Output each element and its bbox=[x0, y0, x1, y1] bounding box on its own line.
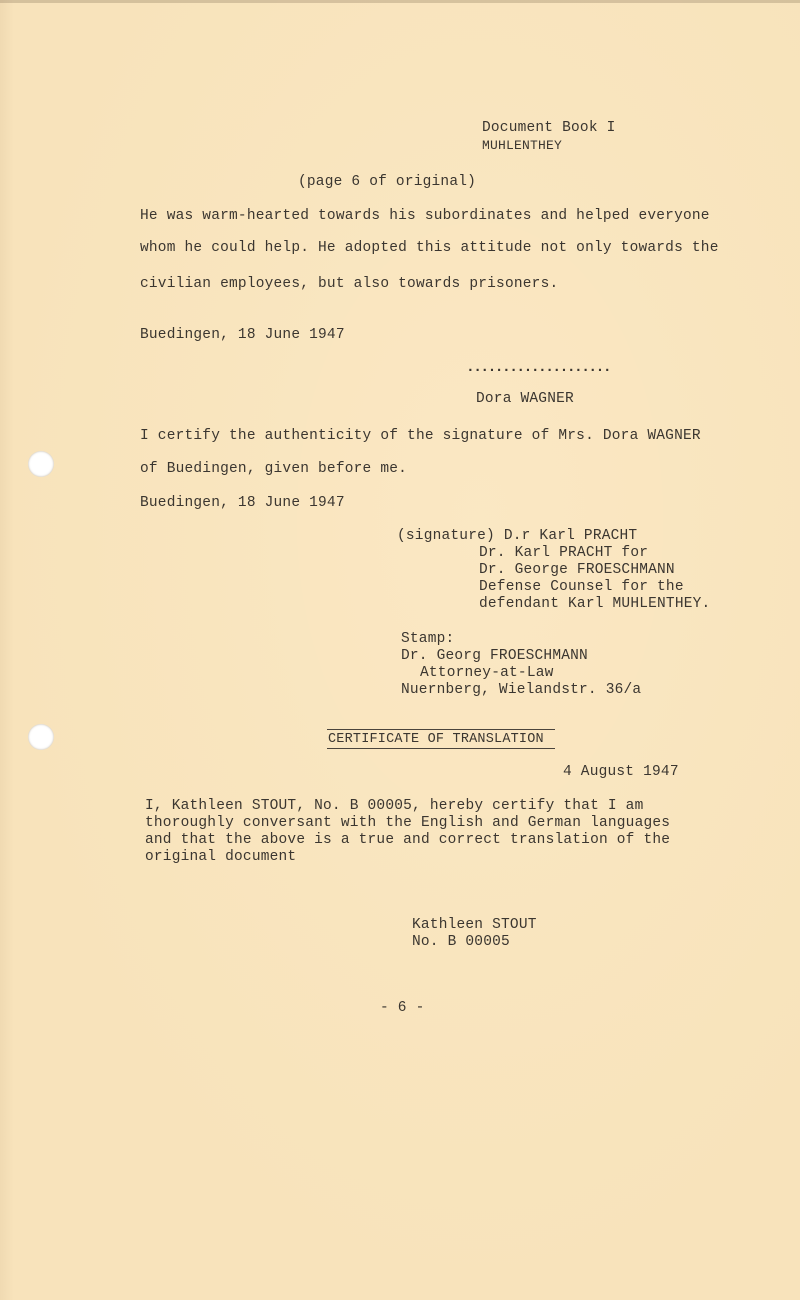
signature-line-2: Dr. Karl PRACHT for bbox=[479, 545, 649, 561]
signature-line-1: (signature) D.r Karl PRACHT bbox=[397, 528, 638, 544]
body-line-2: whom he could help. He adopted this attitude not only towards the bbox=[140, 240, 719, 256]
page-of-original-note: (page 6 of original) bbox=[298, 174, 477, 190]
translator-number: No. B 00005 bbox=[412, 934, 510, 950]
punch-hole-upper bbox=[28, 451, 54, 477]
signer-name: Dora WAGNER bbox=[476, 391, 574, 407]
certificate-line-4: original document bbox=[145, 849, 297, 865]
certify-line-2: of Buedingen, given before me. bbox=[140, 461, 408, 477]
signature-line-4: Defense Counsel for the bbox=[479, 579, 684, 595]
certificate-line-1: I, Kathleen STOUT, No. B 00005, hereby certify that I am bbox=[145, 798, 644, 814]
signature-dotted-line: .................... bbox=[466, 360, 611, 376]
punch-hole-lower bbox=[28, 724, 54, 750]
certificate-line-2: thoroughly conversant with the English and German languages bbox=[145, 815, 671, 831]
stamp-line-3: Nuernberg, Wielandstr. 36/a bbox=[401, 682, 642, 698]
body-line-1: He was warm-hearted towards his subordinates and helped everyone bbox=[140, 208, 710, 224]
certificate-title-underline bbox=[327, 748, 555, 749]
place-date-second: Buedingen, 18 June 1947 bbox=[140, 495, 345, 511]
certify-line-1: I certify the authenticity of the signature of Mrs. Dora WAGNER bbox=[140, 428, 701, 444]
body-line-3: civilian employees, but also towards prisoners. bbox=[140, 276, 559, 292]
stamp-label: Stamp: bbox=[401, 631, 455, 647]
certificate-date: 4 August 1947 bbox=[563, 764, 679, 780]
stamp-line-2: Attorney-at-Law bbox=[420, 665, 554, 681]
certificate-line-3: and that the above is a true and correct translation of the bbox=[145, 832, 671, 848]
stamp-line-1: Dr. Georg FROESCHMANN bbox=[401, 648, 588, 664]
translator-name: Kathleen STOUT bbox=[412, 917, 537, 933]
certificate-title-overline bbox=[327, 729, 555, 730]
signature-line-5: defendant Karl MUHLENTHEY. bbox=[479, 596, 711, 612]
paper-top-edge bbox=[0, 0, 800, 3]
document-book-name: MUHLENTHEY bbox=[482, 138, 563, 153]
page-number: - 6 - bbox=[380, 1000, 425, 1016]
place-date-first: Buedingen, 18 June 1947 bbox=[140, 327, 345, 343]
certificate-title: CERTIFICATE OF TRANSLATION bbox=[328, 732, 544, 747]
document-book-label: Document Book I bbox=[482, 120, 616, 136]
signature-line-3: Dr. George FROESCHMANN bbox=[479, 562, 675, 578]
